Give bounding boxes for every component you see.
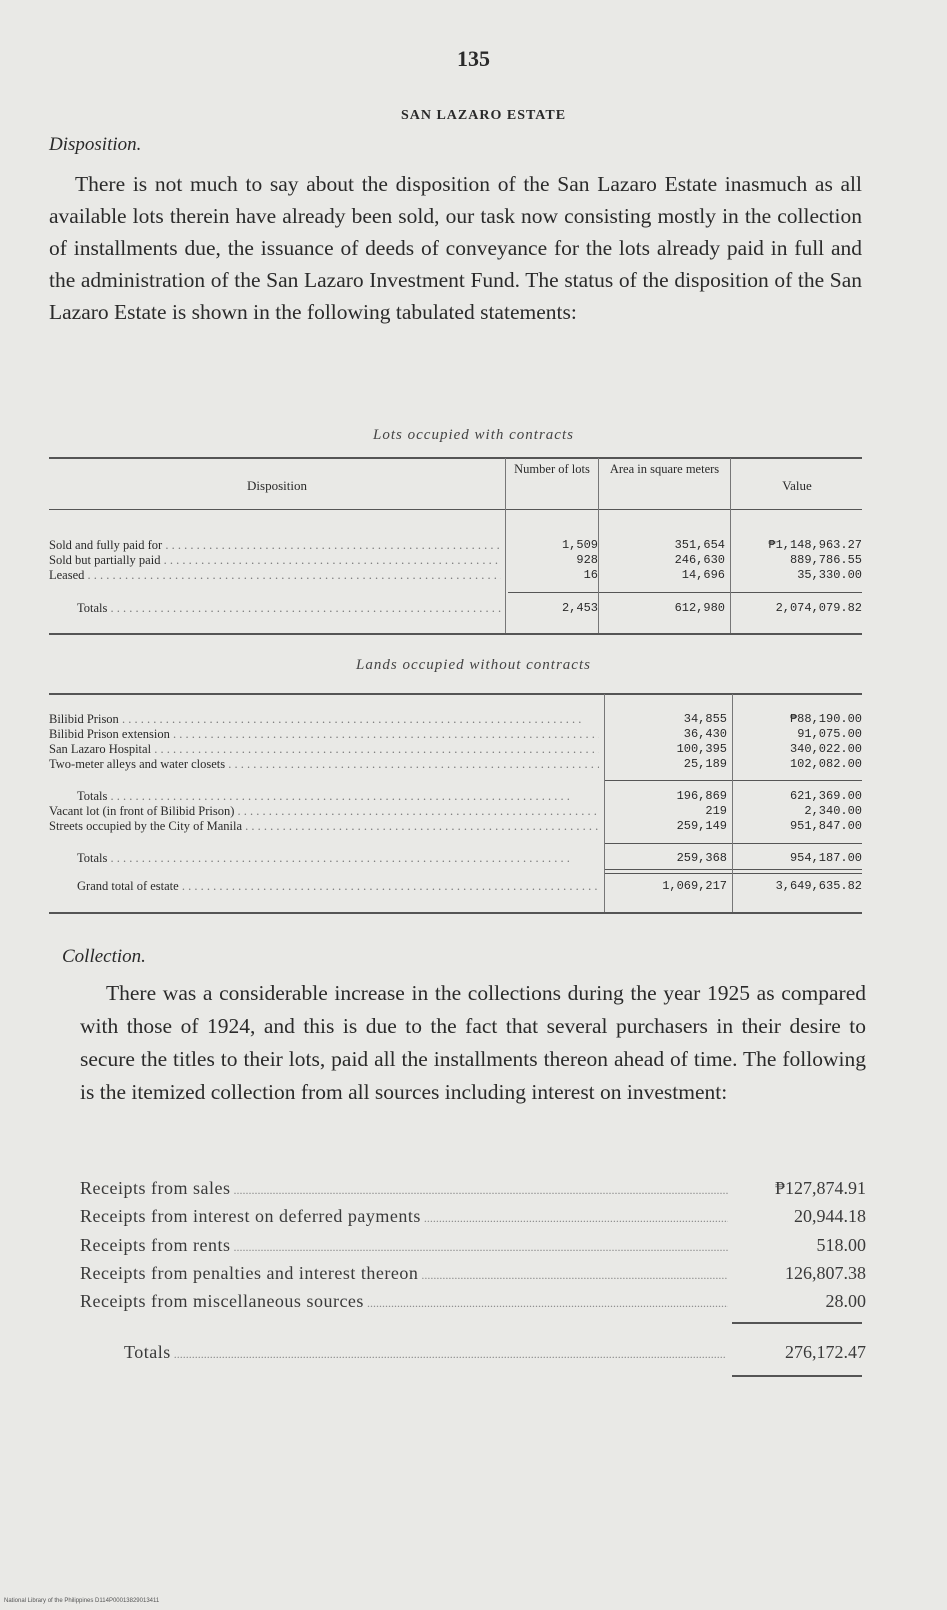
table2-totals-rule	[604, 843, 862, 844]
table-row	[49, 727, 862, 742]
totals-area: 259,368	[676, 851, 727, 865]
table2-body	[49, 712, 862, 772]
item-label: Receipts from interest on deferred payments .....	[80, 1206, 728, 1227]
totals-label: Totals . . .	[77, 851, 599, 866]
table-row	[49, 538, 862, 553]
row-value: 889,786.55	[789, 553, 862, 567]
table1-header-lots: Number of lots	[514, 462, 590, 476]
item-value: 28.00	[825, 1291, 866, 1311]
table-row	[49, 553, 862, 568]
table1-caption: Lots occupied with contracts	[373, 427, 574, 443]
row-area: 100,395	[676, 742, 727, 756]
collection-item	[80, 1206, 866, 1230]
grand-total-label: Grand total of estate . . .	[77, 879, 599, 894]
table1-header-disposition: Disposition	[247, 478, 307, 493]
item-label: Receipts from rents .....	[80, 1235, 728, 1256]
table2-bottom-rule	[49, 912, 862, 914]
total-label: Totals .....	[124, 1342, 728, 1363]
collection-heading: Collection.	[62, 946, 146, 967]
table-row	[49, 712, 862, 727]
table2-subbody	[49, 789, 862, 834]
row-value: ₱1,148,963.27	[768, 538, 862, 552]
disposition-heading: Disposition.	[49, 134, 142, 155]
row-value: 621,369.00	[789, 789, 862, 803]
item-label: Receipts from miscellaneous sources .....	[80, 1291, 728, 1312]
row-area: 351,654	[674, 538, 725, 552]
row-label: San Lazaro Hospital . . .	[49, 742, 599, 757]
row-area: 25,189	[683, 757, 727, 771]
row-label: Totals . . .	[77, 789, 599, 804]
row-area: 14,696	[681, 568, 725, 582]
collection-item	[80, 1235, 866, 1259]
totals-value: 954,187.00	[789, 851, 862, 865]
grand-total-value: 3,649,635.82	[775, 879, 862, 893]
collection-sum-rule	[732, 1322, 862, 1324]
table2-top-rule	[49, 693, 862, 695]
footer-credit: National Library of the Philippines D114P00013829013411	[4, 1598, 160, 1604]
item-value: 518.00	[816, 1235, 866, 1255]
item-value: 20,944.18	[794, 1206, 866, 1226]
totals-value: 2,074,079.82	[775, 601, 862, 615]
grand-total-area: 1,069,217	[662, 879, 727, 893]
row-label: Bilibid Prison . . .	[49, 712, 599, 727]
collection-item	[80, 1178, 866, 1202]
row-value: 102,082.00	[789, 757, 862, 771]
row-area: 36,430	[683, 727, 727, 741]
row-label: Sold and fully paid for . . .	[49, 538, 501, 553]
row-value: 951,847.00	[789, 819, 862, 833]
table2-subtotal-rule	[604, 780, 862, 781]
table1-body	[49, 538, 862, 583]
table1-header-rule	[49, 509, 862, 510]
table-row	[49, 568, 862, 583]
collection-item	[80, 1263, 866, 1287]
collection-total-row	[80, 1342, 866, 1366]
row-area: 246,630	[674, 553, 725, 567]
table2-grand-rule-2	[604, 873, 862, 874]
collection-item	[80, 1291, 866, 1315]
row-value: 340,022.00	[789, 742, 862, 756]
row-lots: 1,509	[561, 538, 598, 552]
row-value: ₱88,190.00	[789, 712, 862, 726]
row-lots: 16	[583, 568, 598, 582]
row-label: Vacant lot (in front of Bilibid Prison) . . .	[49, 804, 599, 819]
table1-totals-rule	[508, 592, 862, 593]
row-label: Streets occupied by the City of Manila . . .	[49, 819, 599, 834]
page-number: 135	[457, 46, 490, 71]
item-label: Receipts from sales .....	[80, 1178, 728, 1199]
table1-bottom-rule	[49, 633, 862, 635]
collection-total-rule	[732, 1375, 862, 1377]
table1-header-value: Value	[782, 478, 812, 493]
row-area: 259,149	[676, 819, 727, 833]
row-area: 34,855	[683, 712, 727, 726]
table-row	[49, 757, 862, 772]
item-value: ₱127,874.91	[774, 1178, 866, 1198]
table-row	[49, 789, 862, 804]
item-label: Receipts from penalties and interest thereon .....	[80, 1263, 728, 1284]
row-label: Leased . . .	[49, 568, 501, 583]
row-value: 35,330.00	[797, 568, 862, 582]
running-head: SAN LAZARO ESTATE	[400, 108, 567, 123]
table2-caption: Lands occupied without contracts	[356, 657, 591, 673]
collection-paragraph: There was a considerable increase in the collections during the year 1925 as compared with those of 1924, and this is due to the fact that several purchasers in their desire to secure the titles to their lots, paid all the installments thereon ahead of time. The following is the itemized collection from all sources including interest on investment:	[80, 981, 866, 1104]
table-row	[49, 742, 862, 757]
row-area: 196,869	[676, 789, 727, 803]
table-row	[49, 819, 862, 834]
row-label: Two-meter alleys and water closets . . .	[49, 757, 599, 772]
table1-top-rule	[49, 457, 862, 459]
item-value: 126,807.38	[785, 1263, 866, 1283]
row-label: Bilibid Prison extension . . .	[49, 727, 599, 742]
totals-label: Totals . . .	[77, 601, 501, 616]
row-area: 219	[705, 804, 727, 818]
disposition-paragraph: There is not much to say about the disposition of the San Lazaro Estate inasmuch as all available lots therein have already been sold, our task now consisting mostly in the collection of installments due, the issuance of deeds of conveyance for the lots already paid in full and the administration of the San Lazaro Investment Fund. The status of the disposition of the San Lazaro Estate is shown in the following tabulated statements:	[49, 172, 862, 324]
table2-grand-rule-1	[604, 869, 862, 870]
table-row	[49, 804, 862, 819]
row-label: Sold but partially paid . . .	[49, 553, 501, 568]
totals-area: 612,980	[674, 601, 725, 615]
row-lots: 928	[576, 553, 598, 567]
total-value: 276,172.47	[785, 1342, 866, 1362]
row-value: 2,340.00	[804, 804, 862, 818]
row-value: 91,075.00	[797, 727, 862, 741]
table1-header-area: Area in square meters	[609, 462, 720, 476]
totals-lots: 2,453	[561, 601, 598, 615]
